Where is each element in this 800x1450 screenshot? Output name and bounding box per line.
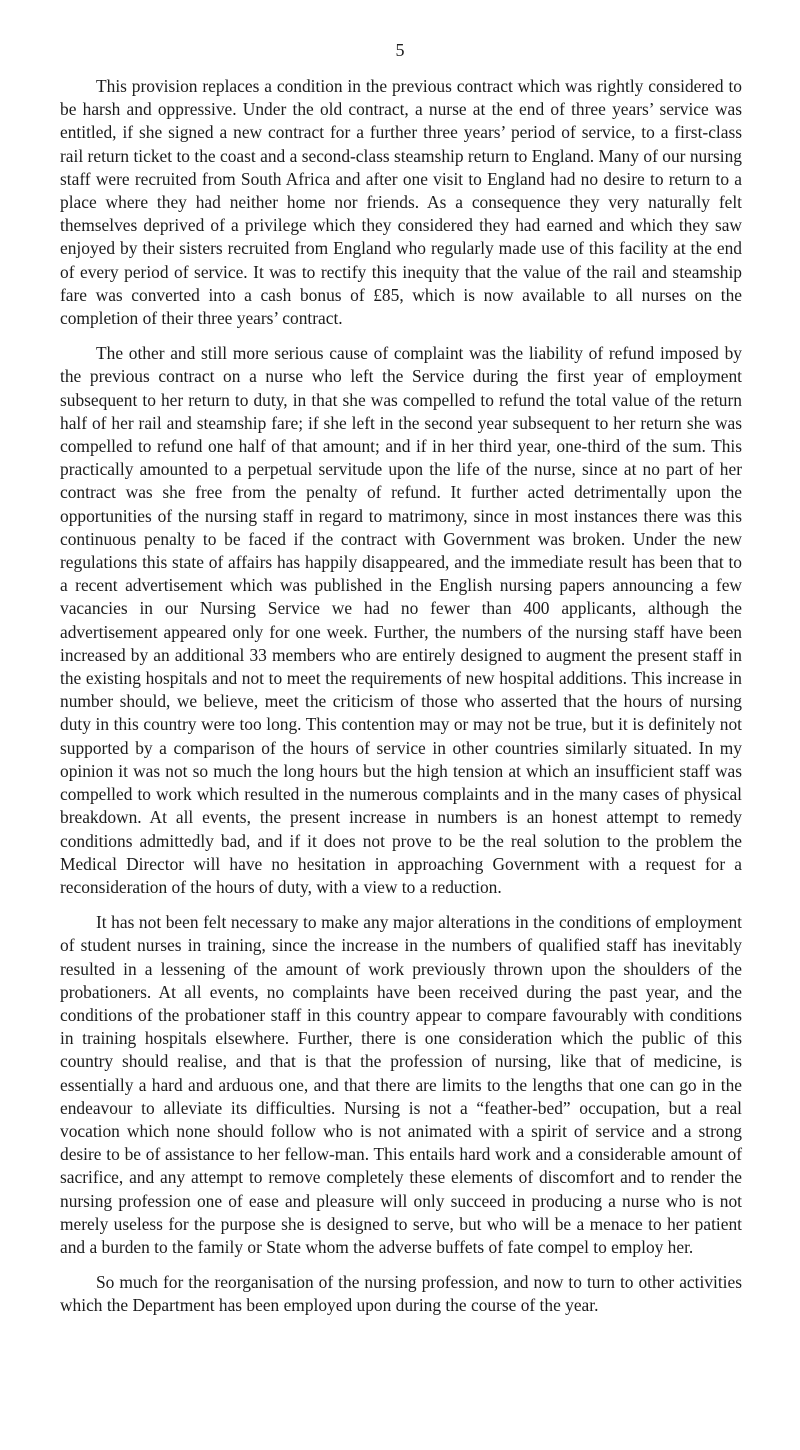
- paragraph-fare-bonus: This provision replaces a condition in the previous contract which was rightly considered to be harsh and oppressive. Under the old contract, a nurse at the end of three years’ service was entitled, if she signed a new contract for a further three years’ period of service, to a first-class rail return ticket to the coast and a second-class steamship return to England. Many of our nursing staff were recruited from South Africa and after one visit to England had no desire to return to a place where they had neither home nor friends. As a consequence they very naturally felt themselves deprived of a privilege which they considered they had earned and which they saw enjoyed by their sisters recruited from England who regularly made use of this facility at the end of every period of service. It was to rectify this inequity that the value of the rail and steamship fare was converted into a cash bonus of £85, which is now available to all nurses on the completion of their three years’ contract.: [60, 76, 742, 329]
- paragraph-student-nurses: It has not been felt necessary to make any major alterations in the conditions of employment of student nurses in training, since the increase in the numbers of qualified staff has inevitably resulted in a lessening of the amount of work previously thrown upon the shoulders of the probationers. At all events, no complaints have been received during the past year, and the conditions of the probationer staff in this country appear to compare favourably with conditions in training hospitals elsewhere. Further, there is one consideration which the public of this country should realise, and that is that the profession of nursing, like that of medicine, is essentially a hard and arduous one, and that there are limits to the lengths that one can go in the endeavour to alleviate its difficulties. Nursing is not a “feather-bed” occupation, but a real vocation which none should follow who is not animated with a spirit of service and a strong desire to be of assistance to her fellow-man. This entails hard work and a considerable amount of sacrifice, and any attempt to remove completely these elements of discomfort and to render the nursing profession one of ease and pleasure will only succeed in producing a nurse who is not merely useless for the purpose she is designed to serve, but who will be a menace to her patient and a burden to the family or State whom the adverse buffets of fate compel to employ her.: [60, 912, 742, 1257]
- body-text: [60, 75, 742, 1330]
- page-number: 5: [395, 40, 405, 60]
- paragraph-refund-liability: The other and still more serious cause of complaint was the liability of refund imposed by the previous contract on a nurse who left the Service during the first year of employment subsequent to her return to duty, in that she was compelled to refund the total value of the return half of her rail and steamship fare; if she left in the second year subsequent to her return she was compelled to refund one half of that amount; and if in her third year, one-third of the sum. This practically amounted to a perpetual servitude upon the life of the nurse, since at no part of her contract was she free from the penalty of refund. It further acted detrimentally upon the opportunities of the nursing staff in regard to matrimony, since in most instances there was this continuous penalty to be faced if the contract with Government was broken. Under the new regulations this state of affairs has happily disappeared, and the immediate result has been that to a recent advertisement which was published in the English nursing papers announcing a few vacancies in our Nursing Service we had no fewer than 400 applicants, although the advertisement appeared only for one week. Further, the numbers of the nursing staff have been increased by an additional 33 members who are entirely designed to augment the present staff in the existing hospitals and not to meet the requirements of new hospital additions. This increase in number should, we believe, meet the criticism of those who asserted that the hours of nursing duty in this country were too long. This contention may or may not be true, but it is definitely not supported by a comparison of the hours of service in other countries similarly situated. In my opinion it was not so much the long hours but the high tension at which an insufficient staff was compelled to work which resulted in the numerous complaints and in the many cases of physical breakdown. At all events, the present increase in numbers is an honest attempt to remedy conditions admittedly bad, and if it does not prove to be the real solution to the problem the Medical Director will have no hesitation in approaching Government with a request for a reconsideration of the hours of duty, with a view to a reduction.: [60, 343, 742, 897]
- paragraph-other-activities: So much for the reorganisation of the nursing profession, and now to turn to other activities which the Department has been employed upon during the course of the year.: [60, 1272, 742, 1316]
